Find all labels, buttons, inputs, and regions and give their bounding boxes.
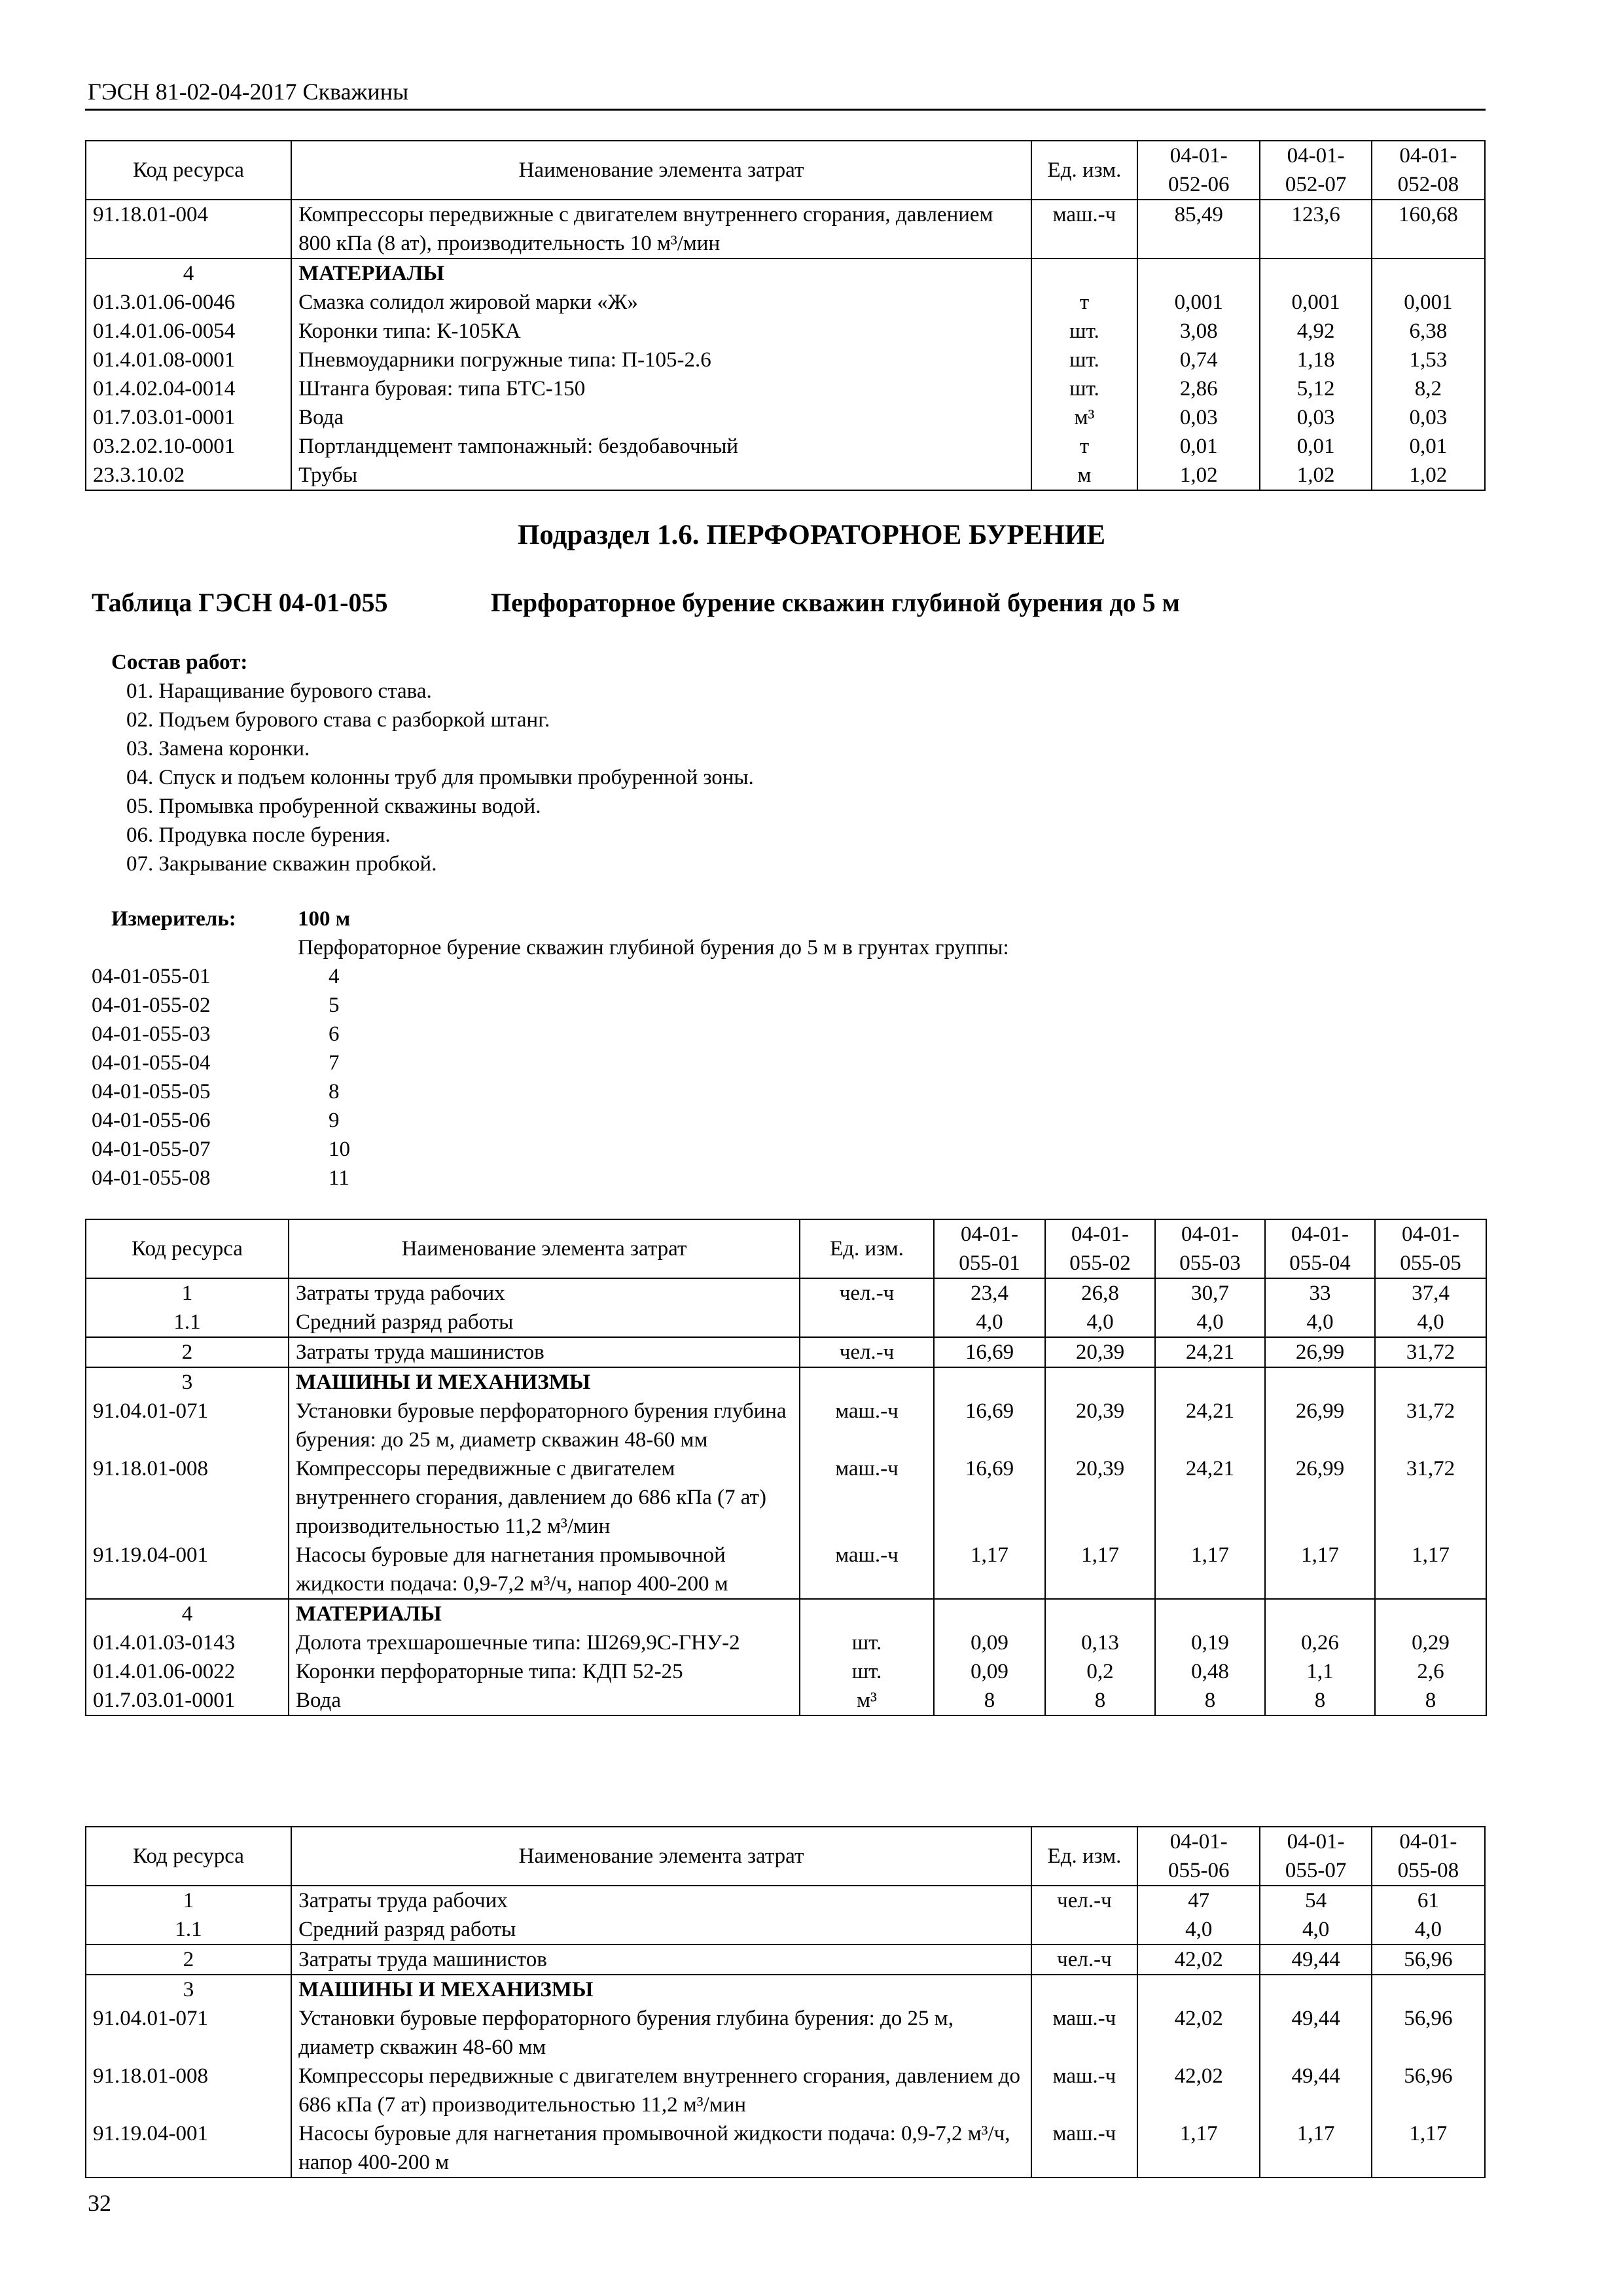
resource-value (1372, 1975, 1485, 2004)
resource-value: 160,68 (1372, 200, 1485, 259)
meter-item-group: 7 (329, 1051, 340, 1075)
resource-name: Коронки перфораторные типа: КДП 52-25 (289, 1657, 800, 1686)
header-col: 04-01- 052-06 (1137, 141, 1260, 200)
resource-unit: шт. (800, 1628, 934, 1657)
resource-unit (800, 1367, 934, 1397)
table-055-part2 (85, 1826, 1486, 2178)
resource-value: 85,49 (1137, 200, 1260, 259)
resource-value (1375, 1599, 1486, 1628)
resource-name: Установки буровые перфораторного бурения глубина бурения: до 25 м, диаметр скважин 48-60 мм (289, 1397, 800, 1454)
resource-value: 0,09 (934, 1628, 1045, 1657)
resource-name: Компрессоры передвижные с двигателем внутреннего сгорания, давлением до 686 кПа (7 ат) производительностью 11,2 м³/мин (291, 2062, 1031, 2119)
header-code: Код ресурса (86, 1827, 291, 1886)
resource-value: 8 (1155, 1686, 1265, 1715)
resource-unit: чел.-ч (1031, 1945, 1137, 1975)
header-unit: Ед. изм. (800, 1219, 934, 1278)
resource-code: 01.4.02.04-0014 (86, 374, 291, 403)
meter-item-group: 8 (329, 1080, 340, 1103)
page-header-title: ГЭСН 81-02-04-2017 Скважины (88, 79, 409, 105)
resource-value: 16,69 (934, 1454, 1045, 1541)
resource-value: 20,39 (1045, 1454, 1155, 1541)
resource-value: 1,17 (1372, 2119, 1485, 2178)
resource-value: 1,1 (1265, 1657, 1375, 1686)
resource-value (934, 1367, 1045, 1397)
resource-value: 42,02 (1137, 2062, 1260, 2119)
meter-item-code: 04-01-055-05 (92, 1080, 211, 1103)
resource-name: Насосы буровые для нагнетания промывочной жидкости подача: 0,9-7,2 м³/ч, напор 400-200 м (289, 1541, 800, 1599)
resource-code: 91.18.01-008 (86, 1454, 289, 1541)
resource-value: 4,0 (1375, 1308, 1486, 1337)
header-col: 04-01- 052-08 (1372, 141, 1485, 200)
resource-value: 4,0 (1045, 1308, 1155, 1337)
table-row (86, 1367, 1486, 1397)
table-row (86, 1454, 1486, 1541)
resource-unit: маш.-ч (1031, 200, 1137, 259)
resource-value: 2,86 (1137, 374, 1260, 403)
resource-value: 3,08 (1137, 317, 1260, 346)
header-name: Наименование элемента затрат (291, 141, 1031, 200)
table-row (86, 259, 1485, 288)
resource-value: 8 (1265, 1686, 1375, 1715)
resource-value: 47 (1137, 1886, 1260, 1915)
resource-code: 2 (86, 1337, 289, 1367)
header-col: 04-01- 055-02 (1045, 1219, 1155, 1278)
table-055-part1 (85, 1219, 1487, 1716)
resource-code: 01.3.01.06-0046 (86, 288, 291, 317)
resource-code: 91.19.04-001 (86, 1541, 289, 1599)
resource-value (1155, 1599, 1265, 1628)
resource-name: Коронки типа: К-105КА (291, 317, 1031, 346)
resource-unit: чел.-ч (800, 1337, 934, 1367)
table-row (86, 1686, 1486, 1715)
header-col: 04-01- 055-01 (934, 1219, 1045, 1278)
header-col: 04-01- 055-03 (1155, 1219, 1265, 1278)
resource-value: 1,53 (1372, 346, 1485, 374)
resource-value: 4,0 (1265, 1308, 1375, 1337)
meter-item-group: 11 (329, 1166, 349, 1190)
resource-value: 1,02 (1137, 461, 1260, 490)
resource-value: 0,2 (1045, 1657, 1155, 1686)
section-heading: МАШИНЫ И МЕХАНИЗМЫ (291, 1975, 1031, 2004)
table-row (86, 288, 1485, 317)
resource-value: 1,17 (934, 1541, 1045, 1599)
resource-unit: т (1031, 432, 1137, 461)
resource-value: 6,38 (1372, 317, 1485, 346)
resource-value: 2,6 (1375, 1657, 1486, 1686)
resource-unit: м³ (800, 1686, 934, 1715)
resource-value: 0,001 (1137, 288, 1260, 317)
resource-value: 24,21 (1155, 1337, 1265, 1367)
resource-unit: маш.-ч (800, 1541, 934, 1599)
page-number: 32 (88, 2190, 111, 2216)
table-row (86, 1397, 1486, 1454)
resource-value (1260, 259, 1371, 288)
resource-value (1265, 1599, 1375, 1628)
table-row (86, 432, 1485, 461)
header-col: 04-01- 055-06 (1137, 1827, 1260, 1886)
resource-code: 01.4.01.06-0022 (86, 1657, 289, 1686)
resource-name: Трубы (291, 461, 1031, 490)
resource-value: 0,13 (1045, 1628, 1155, 1657)
resource-value: 4,0 (1260, 1915, 1371, 1945)
resource-value (1137, 1975, 1260, 2004)
meter-item-group: 6 (329, 1022, 340, 1046)
header-unit: Ед. изм. (1031, 141, 1137, 200)
table-row (86, 317, 1485, 346)
resource-value: 56,96 (1372, 2004, 1485, 2062)
resource-unit: чел.-ч (1031, 1886, 1137, 1915)
table-row (86, 1657, 1486, 1686)
header-unit: Ед. изм. (1031, 1827, 1137, 1886)
works-item: 07. Закрывание скважин пробкой. (126, 852, 437, 876)
resource-name: Средний разряд работы (291, 1915, 1031, 1945)
resource-value: 8,2 (1372, 374, 1485, 403)
resource-value: 31,72 (1375, 1397, 1486, 1454)
resource-value: 0,001 (1372, 288, 1485, 317)
resource-code: 23.3.10.02 (86, 461, 291, 490)
resource-code: 1.1 (86, 1308, 289, 1337)
resource-code: 01.7.03.01-0001 (86, 1686, 289, 1715)
works-item: 02. Подъем бурового става с разборкой штанг. (126, 708, 550, 732)
resource-value: 1,17 (1375, 1541, 1486, 1599)
table-row (86, 374, 1485, 403)
resource-value: 42,02 (1137, 1945, 1260, 1975)
resource-value: 24,21 (1155, 1397, 1265, 1454)
resource-code: 91.18.01-008 (86, 2062, 291, 2119)
resource-unit: м³ (1031, 403, 1137, 432)
resource-name: Насосы буровые для нагнетания промывочной жидкости подача: 0,9-7,2 м³/ч, напор 400-200 м (291, 2119, 1031, 2178)
table-row (86, 1308, 1486, 1337)
table-row (86, 2119, 1485, 2178)
header-rule (85, 109, 1486, 111)
resource-code: 91.04.01-071 (86, 1397, 289, 1454)
header-col: 04-01- 055-07 (1260, 1827, 1371, 1886)
resource-value (1372, 259, 1485, 288)
resource-value: 31,72 (1375, 1337, 1486, 1367)
table-row (86, 461, 1485, 490)
resource-value: 0,001 (1260, 288, 1371, 317)
resource-unit (800, 1308, 934, 1337)
resource-value: 8 (1045, 1686, 1155, 1715)
resource-value: 1,17 (1265, 1541, 1375, 1599)
resource-value: 8 (934, 1686, 1045, 1715)
resource-name: Пневмоударники погружные типа: П-105-2.6 (291, 346, 1031, 374)
resource-unit: шт. (1031, 346, 1137, 374)
table-name-title: Перфораторное бурение скважин глубиной бурения до 5 м (491, 588, 1180, 617)
resource-value (1265, 1367, 1375, 1397)
header-col: 04-01- 055-04 (1265, 1219, 1375, 1278)
works-item: 01. Наращивание бурового става. (126, 679, 432, 703)
resource-value: 26,99 (1265, 1337, 1375, 1367)
resource-value: 1,02 (1260, 461, 1371, 490)
resource-value: 123,6 (1260, 200, 1371, 259)
resource-value: 61 (1372, 1886, 1485, 1915)
header-col: 04-01- 055-08 (1372, 1827, 1485, 1886)
resource-code: 3 (86, 1975, 291, 2004)
meter-item-code: 04-01-055-04 (92, 1051, 211, 1075)
resource-value: 33 (1265, 1278, 1375, 1308)
resource-code: 01.4.01.08-0001 (86, 346, 291, 374)
meter-item-code: 04-01-055-08 (92, 1166, 211, 1190)
table-row (86, 1886, 1485, 1915)
table-row (86, 1628, 1486, 1657)
section-heading: МАТЕРИАЛЫ (291, 259, 1031, 288)
resource-value: 54 (1260, 1886, 1371, 1915)
resource-value: 1,18 (1260, 346, 1371, 374)
resource-value: 49,44 (1260, 2004, 1371, 2062)
resource-value: 1,17 (1155, 1541, 1265, 1599)
table-row (86, 346, 1485, 374)
resource-value: 16,69 (934, 1397, 1045, 1454)
resource-value: 42,02 (1137, 2004, 1260, 2062)
resource-code: 01.4.01.03-0143 (86, 1628, 289, 1657)
resource-value: 0,01 (1137, 432, 1260, 461)
resource-value: 30,7 (1155, 1278, 1265, 1308)
resource-value: 23,4 (934, 1278, 1045, 1308)
resource-value: 20,39 (1045, 1397, 1155, 1454)
resource-value: 0,19 (1155, 1628, 1265, 1657)
meter-item-code: 04-01-055-02 (92, 994, 211, 1017)
header-col: 04-01- 052-07 (1260, 141, 1371, 200)
resource-value (1045, 1599, 1155, 1628)
resource-code: 1 (86, 1886, 291, 1915)
table-row (86, 1975, 1485, 2004)
resource-unit: маш.-ч (1031, 2004, 1137, 2062)
works-item: 04. Спуск и подъем колонны труб для промывки пробуренной зоны. (126, 766, 754, 789)
meter-item-group: 10 (329, 1138, 350, 1161)
resource-value: 1,17 (1045, 1541, 1155, 1599)
resource-value: 0,48 (1155, 1657, 1265, 1686)
meter-item-group: 4 (329, 965, 340, 988)
resource-value: 1,02 (1372, 461, 1485, 490)
resource-unit (1031, 1975, 1137, 2004)
resource-value: 26,99 (1265, 1454, 1375, 1541)
resource-value: 1,17 (1260, 2119, 1371, 2178)
resource-code: 91.19.04-001 (86, 2119, 291, 2178)
header-code: Код ресурса (86, 141, 291, 200)
resource-code: 3 (86, 1367, 289, 1397)
resource-value: 0,03 (1260, 403, 1371, 432)
resource-value: 8 (1375, 1686, 1486, 1715)
resource-name: Средний разряд работы (289, 1308, 800, 1337)
table-row (86, 403, 1485, 432)
table-row (86, 200, 1485, 259)
resource-value (934, 1599, 1045, 1628)
resource-unit: т (1031, 288, 1137, 317)
resource-unit: шт. (800, 1657, 934, 1686)
meter-item-group: 9 (329, 1109, 340, 1132)
resource-unit (1031, 1915, 1137, 1945)
header-name: Наименование элемента затрат (291, 1827, 1031, 1886)
resource-value: 4,0 (1155, 1308, 1265, 1337)
resource-unit: маш.-ч (800, 1397, 934, 1454)
table-row (86, 1541, 1486, 1599)
works-item: 03. Замена коронки. (126, 737, 310, 761)
meter-item-code: 04-01-055-01 (92, 965, 211, 988)
resource-value: 5,12 (1260, 374, 1371, 403)
resource-unit: шт. (1031, 374, 1137, 403)
works-item: 05. Промывка пробуренной скважины водой. (126, 795, 541, 818)
resource-value (1375, 1367, 1486, 1397)
resource-name: Затраты труда машинистов (289, 1337, 800, 1367)
resource-value: 0,29 (1375, 1628, 1486, 1657)
table-row (86, 1945, 1485, 1975)
resource-value: 0,26 (1265, 1628, 1375, 1657)
resource-name: Компрессоры передвижные с двигателем внутреннего сгорания, давлением до 686 кПа (7 ат) производительностью 11,2 м³/мин (289, 1454, 800, 1541)
resource-code: 4 (86, 1599, 289, 1628)
resource-value (1155, 1367, 1265, 1397)
resource-value: 4,0 (934, 1308, 1045, 1337)
meter-item-code: 04-01-055-06 (92, 1109, 211, 1132)
resource-value: 4,0 (1137, 1915, 1260, 1945)
table-row (86, 1915, 1485, 1945)
table-row (86, 1278, 1486, 1308)
resource-name: Затраты труда машинистов (291, 1945, 1031, 1975)
resource-value: 0,03 (1372, 403, 1485, 432)
resource-name: Штанга буровая: типа БТС-150 (291, 374, 1031, 403)
resource-code: 01.4.01.06-0054 (86, 317, 291, 346)
section-heading: МАШИНЫ И МЕХАНИЗМЫ (289, 1367, 800, 1397)
resource-name: Компрессоры передвижные с двигателем внутреннего сгорания, давлением 800 кПа (8 ат), производительность 10 м³/мин (291, 200, 1031, 259)
resource-value: 4,92 (1260, 317, 1371, 346)
resource-value: 4,0 (1372, 1915, 1485, 1945)
resource-value (1260, 1975, 1371, 2004)
resource-value: 49,44 (1260, 2062, 1371, 2119)
resource-code: 1 (86, 1278, 289, 1308)
works-heading: Состав работ: (111, 651, 248, 674)
resource-value: 37,4 (1375, 1278, 1486, 1308)
resource-unit: м (1031, 461, 1137, 490)
resource-name: Вода (291, 403, 1031, 432)
resource-name: Долота трехшарошечные типа: Ш269,9С-ГНУ-2 (289, 1628, 800, 1657)
resource-value: 0,01 (1372, 432, 1485, 461)
resource-name: Затраты труда рабочих (291, 1886, 1031, 1915)
resource-value: 0,09 (934, 1657, 1045, 1686)
resource-code: 91.04.01-071 (86, 2004, 291, 2062)
table-code-title: Таблица ГЭСН 04-01-055 (92, 588, 388, 617)
resource-unit: маш.-ч (1031, 2119, 1137, 2178)
works-item: 06. Продувка после бурения. (126, 823, 391, 847)
resource-value: 56,96 (1372, 2062, 1485, 2119)
resource-name: Вода (289, 1686, 800, 1715)
resource-value: 20,39 (1045, 1337, 1155, 1367)
resource-value: 24,21 (1155, 1454, 1265, 1541)
resource-value: 26,99 (1265, 1397, 1375, 1454)
resource-unit: маш.-ч (1031, 2062, 1137, 2119)
meter-item-code: 04-01-055-03 (92, 1022, 211, 1046)
resource-value: 26,8 (1045, 1278, 1155, 1308)
resource-value: 49,44 (1260, 1945, 1371, 1975)
resource-unit (1031, 259, 1137, 288)
table-052 (85, 140, 1486, 491)
resource-unit (800, 1599, 934, 1628)
meter-label: Измеритель: (111, 907, 236, 931)
meter-item-group: 5 (329, 994, 340, 1017)
meter-item-code: 04-01-055-07 (92, 1138, 211, 1161)
resource-value: 31,72 (1375, 1454, 1486, 1541)
table-row (86, 1337, 1486, 1367)
resource-value: 1,17 (1137, 2119, 1260, 2178)
header-code: Код ресурса (86, 1219, 289, 1278)
resource-code: 91.18.01-004 (86, 200, 291, 259)
header-col: 04-01- 055-05 (1375, 1219, 1486, 1278)
meter-description: Перфораторное бурение скважин глубиной бурения до 5 м в грунтах группы: (298, 936, 1009, 960)
meter-value: 100 м (298, 907, 351, 931)
resource-name: Портландцемент тампонажный: бездобавочный (291, 432, 1031, 461)
resource-code: 4 (86, 259, 291, 288)
subsection-title: Подраздел 1.6. ПЕРФОРАТОРНОЕ БУРЕНИЕ (517, 520, 1106, 550)
resource-code: 03.2.02.10-0001 (86, 432, 291, 461)
resource-value: 0,01 (1260, 432, 1371, 461)
resource-unit: чел.-ч (800, 1278, 934, 1308)
table-row (86, 1599, 1486, 1628)
resource-value: 0,74 (1137, 346, 1260, 374)
resource-unit: маш.-ч (800, 1454, 934, 1541)
resource-name: Затраты труда рабочих (289, 1278, 800, 1308)
resource-value (1137, 259, 1260, 288)
resource-value: 0,03 (1137, 403, 1260, 432)
resource-value (1045, 1367, 1155, 1397)
resource-unit: шт. (1031, 317, 1137, 346)
table-row (86, 2004, 1485, 2062)
resource-name: Смазка солидол жировой марки «Ж» (291, 288, 1031, 317)
resource-value: 16,69 (934, 1337, 1045, 1367)
resource-value: 56,96 (1372, 1945, 1485, 1975)
table-row (86, 2062, 1485, 2119)
resource-code: 2 (86, 1945, 291, 1975)
section-heading: МАТЕРИАЛЫ (289, 1599, 800, 1628)
resource-code: 01.7.03.01-0001 (86, 403, 291, 432)
resource-code: 1.1 (86, 1915, 291, 1945)
header-name: Наименование элемента затрат (289, 1219, 800, 1278)
resource-name: Установки буровые перфораторного бурения глубина бурения: до 25 м, диаметр скважин 48-60 мм (291, 2004, 1031, 2062)
